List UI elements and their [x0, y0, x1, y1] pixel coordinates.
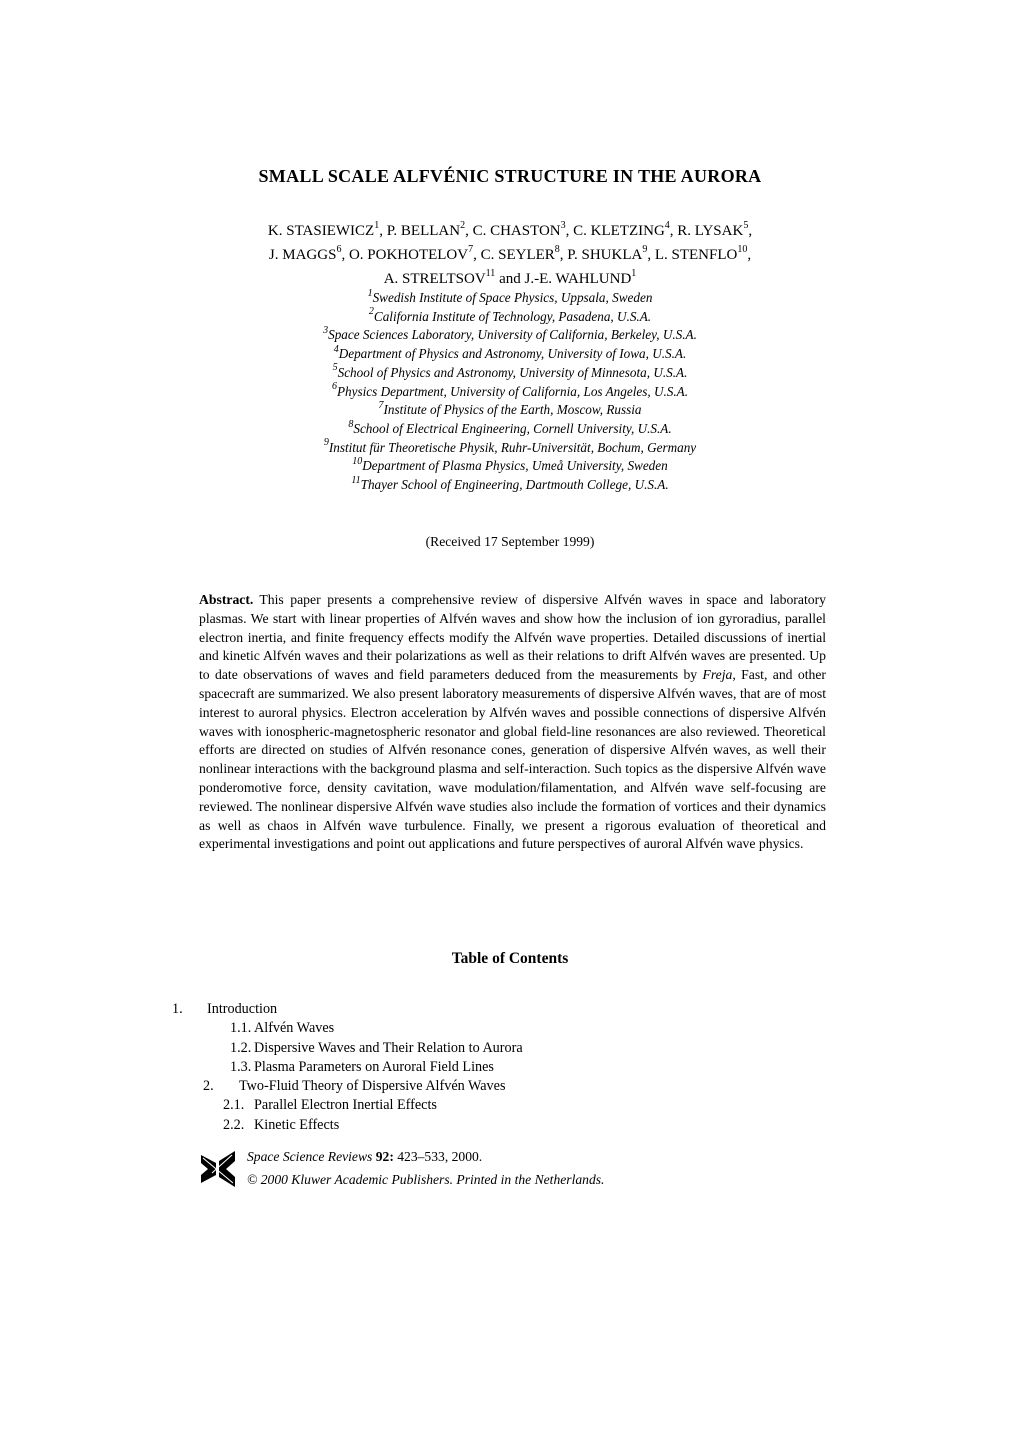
toc-item-label: Kinetic Effects [254, 1116, 340, 1133]
text-segment: This paper presents a comprehensive review of dispersive Alfvén waves in space and laboratory plasmas. We start with linear properties of Alfvén waves and show how the inclusion of ion gyroradius, parallel electron inertia, and finite frequency effects modify the Alfvén wave properties. Detailed discussions of inertial and kinetic Alfvén waves and their polarizations as well as their relations to drift Alfvén waves are presented. Up to date observations of waves and field parameters deduced from the measurements by [199, 592, 826, 683]
affiliation-line: $^3$Space Sciences Laboratory, University of California, Berkeley, U.S.A. [323, 325, 697, 343]
toc-item-number: 2.1. [223, 1097, 245, 1114]
author-affil-superscript: 2 [460, 220, 466, 231]
author-line: A. STRELTSOV$^{11}$ and J.-E. WAHLUND$^1$ [383, 268, 637, 287]
toc-item-label: Parallel Electron Inertial Effects [254, 1097, 437, 1114]
toc-item-label: Two-Fluid Theory of Dispersive Alfvén Waves [239, 1078, 506, 1095]
affiliation-line: $^2$California Institute of Technology, Pasadena, U.S.A. [368, 306, 652, 324]
affiliation-line: $^5$School of Physics and Astronomy, University of Minnesota, U.S.A. [332, 362, 688, 380]
text-segment: Space Science Reviews [247, 1149, 373, 1164]
toc-item-number: 1.3. [230, 1058, 252, 1075]
text-segment: © 2000 Kluwer Academic Publishers. Printed in the Netherlands. [247, 1171, 605, 1187]
received-date: (Received 17 September 1999) [425, 534, 595, 549]
author-affil-superscript: 11 [485, 268, 496, 279]
author-line: J. MAGGS$^6$, O. POKHOTELOV$^7$, C. SEYLER$^8$, P. SHUKLA$^9$, L. STENFLO$^{10}$, [268, 244, 752, 263]
affiliation-number: 4 [333, 343, 339, 355]
text-segment: , Fast, and other spacecraft are summarized. We also present laboratory measurements of dispersive Alfvén waves, that are of most interest to auroral physics. Electron acceleration by Alfvén waves and possible connections of dispersive Alfvén waves with ionospheric-magnetospheric resonator and global field-line resonances are also reviewed. Theoretical efforts are directed on studies of Alfvén resonance cones, generation of dispersive Alfvén waves, as well their nonlinear interactions with the background plasma and self-interaction. Such topics as the dispersive Alfvén wave ponderomotive force, density cavitation, wave modulation/filamentation, and Alfvén wave self-focusing are reviewed. The nonlinear dispersive Alfvén wave studies also include the formation of vortices and their dynamics as well as chaos in Alfvén wave turbulence. Finally, we present a rigorous evaluation of theoretical and experimental investigations and point out applications and future perspectives of auroral Alfvén wave physics. [199, 667, 826, 852]
affiliation-line: $^8$School of Electrical Engineering, Cornell University, U.S.A. [348, 418, 672, 436]
journal-footer [199, 1146, 819, 1191]
journal-citation-line1 [247, 1146, 819, 1169]
author-affil-superscript: 9 [642, 244, 648, 255]
abstract-label: Abstract. [199, 592, 254, 607]
author-affil-superscript: 7 [468, 244, 474, 255]
author-affil-superscript: 5 [743, 220, 749, 231]
toc-item [223, 1116, 523, 1135]
author-lines [0, 219, 1020, 291]
toc-item-label: Introduction [207, 1001, 278, 1017]
journal-citation [247, 1146, 819, 1191]
abstract-body [199, 592, 826, 851]
affiliation-number: 3 [323, 325, 329, 337]
affiliation-number: 5 [332, 362, 338, 374]
toc-item-number: 1. [172, 1001, 183, 1017]
affiliation-number: 6 [331, 381, 337, 393]
author-affil-superscript: 8 [554, 244, 560, 255]
toc-item [230, 1039, 523, 1058]
toc-item-number: 1.2. [230, 1039, 252, 1056]
toc-item [230, 1019, 523, 1038]
affiliation-line: $^4$Department of Physics and Astronomy, University of Iowa, U.S.A. [333, 343, 687, 362]
page-title: SMALL SCALE ALFVÉNIC STRUCTURE IN THE AURORA [258, 166, 762, 186]
table-of-contents [172, 1000, 523, 1135]
toc-item-number: 2. [203, 1078, 214, 1095]
affiliation-line: $^{11}$Thayer School of Engineering, Dartmouth College, U.S.A. [351, 474, 669, 493]
toc-item [223, 1096, 523, 1115]
text-segment: 423–533, 2000. [393, 1149, 483, 1164]
abstract-paragraph [199, 591, 826, 854]
affiliation-number: 10 [352, 455, 363, 467]
toc-item-number: 1.1. [230, 1020, 252, 1037]
affiliation-line: $^{10}$Department of Plasma Physics, Umeå University, Sweden [352, 455, 668, 474]
toc-item-label: Alfvén Waves [254, 1020, 335, 1037]
affiliation-number: 8 [348, 418, 354, 430]
affiliation-line: $^7$Institute of Physics of the Earth, Moscow, Russia [378, 399, 642, 418]
author-affil-superscript: 4 [664, 220, 670, 231]
affiliation-line: $^6$Physics Department, University of California, Los Angeles, U.S.A. [331, 381, 689, 399]
affiliation-line: $^9$Institut für Theoretische Physik, Ruhr-Universität, Bochum, Germany [323, 437, 697, 455]
affiliation-number: 2 [368, 306, 374, 318]
text-segment: 92: [375, 1149, 394, 1164]
author-line: K. STASIEWICZ$^1$, P. BELLAN$^2$, C. CHASTON$^3$, C. KLETZING$^4$, R. LYSAK$^5$, [267, 220, 753, 239]
toc-item [172, 1000, 523, 1019]
toc-item-label: Plasma Parameters on Auroral Field Lines [254, 1058, 494, 1075]
author-affil-superscript: 6 [336, 244, 342, 255]
kluwer-butterfly-logo-icon [199, 1149, 237, 1189]
author-affil-superscript: 1 [374, 220, 380, 231]
author-affil-superscript: 3 [560, 220, 566, 231]
affiliation-number: 7 [378, 399, 384, 411]
affiliation-line: $^1$Swedish Institute of Space Physics, Uppsala, Sweden [367, 287, 653, 305]
text-segment: Freja [702, 667, 733, 683]
journal-citation-line2 [247, 1169, 819, 1192]
toc-item-number: 2.2. [223, 1116, 245, 1133]
author-affil-superscript: 1 [631, 268, 637, 279]
toc-heading: Table of Contents [451, 950, 569, 967]
affiliation-number: 11 [351, 474, 361, 486]
affiliation-list [0, 289, 1020, 495]
toc-item [203, 1077, 523, 1096]
affiliation-number: 1 [367, 287, 373, 299]
affiliation-number: 9 [323, 437, 329, 449]
toc-item-label: Dispersive Waves and Their Relation to Aurora [254, 1039, 523, 1056]
author-affil-superscript: 10 [737, 244, 748, 255]
toc-item [230, 1058, 523, 1077]
